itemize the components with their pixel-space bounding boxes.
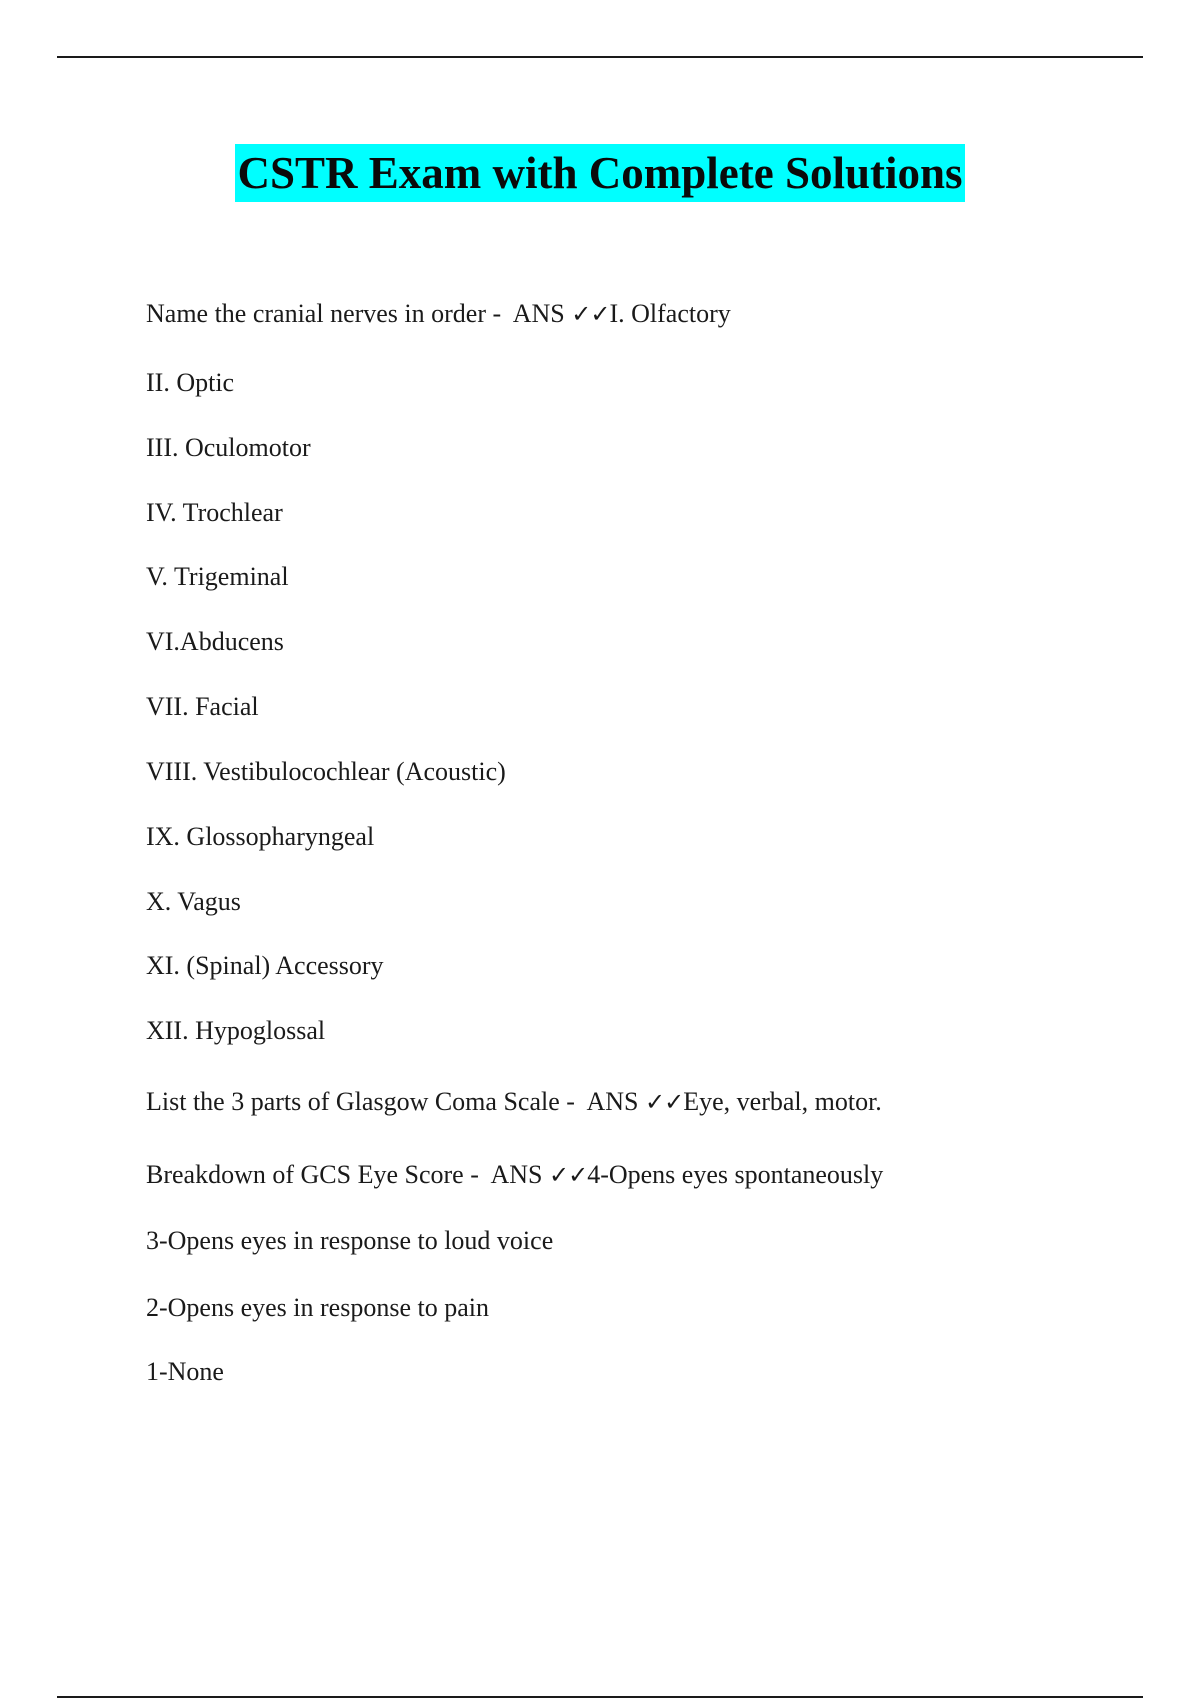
- answer-line: VI.Abducens: [146, 627, 284, 656]
- page-title: CSTR Exam with Complete Solutions: [235, 144, 964, 202]
- answer-line: 1-None: [146, 1357, 224, 1386]
- answer-line: VIII. Vestibulocochlear (Acoustic): [146, 757, 506, 786]
- answer-text: 4-Opens eyes spontaneously: [587, 1160, 884, 1189]
- answer-line: 2-Opens eyes in response to pain: [146, 1293, 489, 1322]
- answer-line: 3-Opens eyes in response to loud voice: [146, 1226, 554, 1255]
- answer-line: VII. Facial: [146, 692, 259, 721]
- answer-line: IX. Glossopharyngeal: [146, 822, 375, 851]
- question-cranial-nerves: [146, 298, 731, 330]
- answer-line: IV. Trochlear: [146, 498, 283, 527]
- answer-line: III. Oculomotor: [146, 433, 311, 462]
- top-rule: [57, 56, 1143, 58]
- question-glasgow-coma-scale: [146, 1086, 882, 1118]
- double-check-icon: ✓✓: [548, 1161, 588, 1189]
- answer-line: II. Optic: [146, 368, 235, 397]
- question-gcs-eye-score: [146, 1159, 883, 1191]
- ans-label: ANS: [512, 299, 565, 328]
- question-text: Name the cranial nerves in order -: [146, 299, 502, 328]
- double-check-icon: ✓✓: [571, 300, 610, 328]
- answer-line: XI. (Spinal) Accessory: [146, 951, 384, 980]
- answer-line: X. Vagus: [146, 887, 241, 916]
- answer-text: I. Olfactory: [609, 299, 731, 328]
- answer-text: Eye, verbal, motor.: [683, 1087, 882, 1116]
- ans-label: ANS: [490, 1160, 543, 1189]
- answer-line: XII. Hypoglossal: [146, 1016, 326, 1045]
- question-text: List the 3 parts of Glasgow Coma Scale -: [146, 1087, 575, 1116]
- ans-label: ANS: [586, 1087, 639, 1116]
- double-check-icon: ✓✓: [645, 1088, 684, 1116]
- bottom-rule: [57, 1696, 1143, 1698]
- question-text: Breakdown of GCS Eye Score -: [146, 1160, 479, 1189]
- title-block: [0, 144, 1200, 202]
- answer-line: V. Trigeminal: [146, 562, 289, 591]
